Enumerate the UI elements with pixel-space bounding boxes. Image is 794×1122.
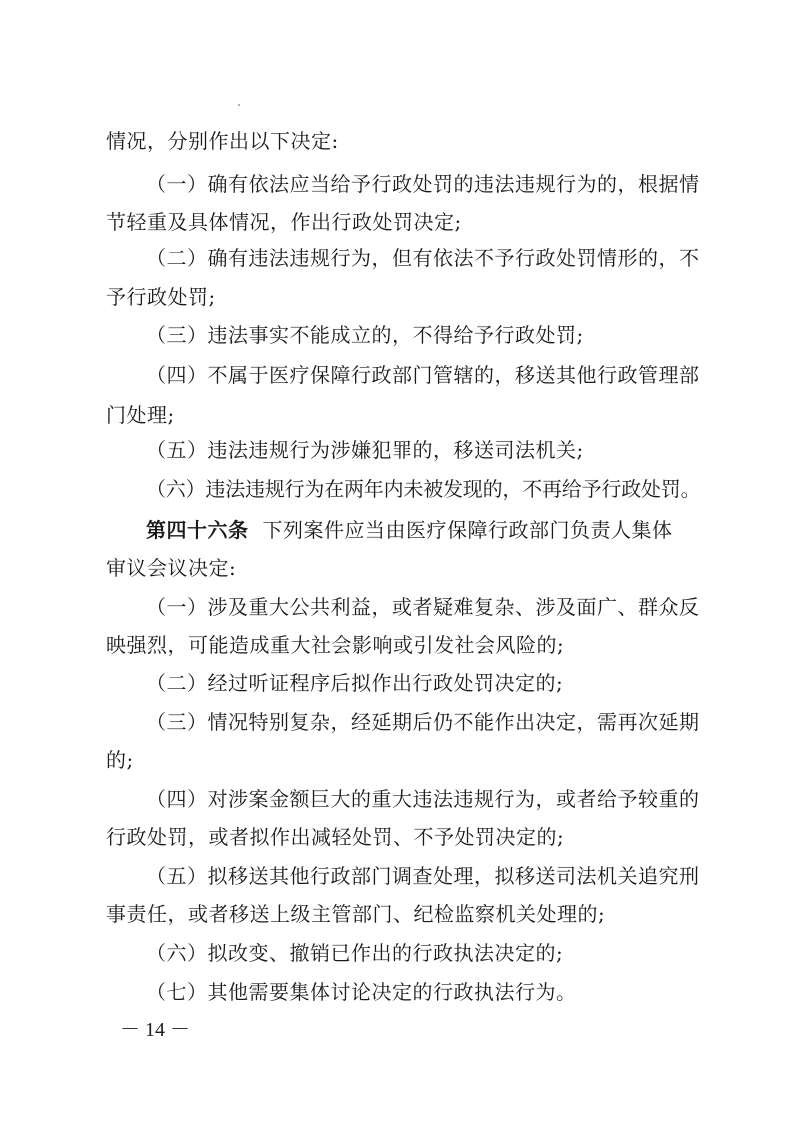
text-line: （六）违法违规行为在两年内未被发现的，不再给予行政处罚。 (146, 477, 701, 501)
text-line: （三）违法事实不能成立的，不得给予行政处罚; (146, 323, 584, 347)
text-line: 情况，分别作出以下决定: (106, 129, 339, 153)
text-line: （四）对涉案金额巨大的重大违法违规行为，或者给予较重的 (146, 787, 700, 811)
text-line: 予行政处罚; (106, 285, 216, 309)
text-line: （五）拟移送其他行政部门调查处理，拟移送司法机关追究刑 (146, 864, 700, 888)
article-46-line (146, 516, 673, 544)
page-number: － 14 － (120, 1019, 190, 1041)
text-line: （一）涉及重大公共利益，或者疑难复杂、涉及面广、群众反 (146, 595, 700, 619)
text-line: （四）不属于医疗保障行政部门管辖的，移送其他行政管理部 (146, 363, 700, 387)
text-line: 节轻重及具体情况，作出行政处罚决定; (106, 210, 462, 234)
text-line: 映强烈，可能造成重大社会影响或引发社会风险的; (106, 633, 565, 657)
text-line: 行政处罚，或者拟作出减轻处罚、不予处罚决定的; (106, 825, 565, 849)
article-heading: 第四十六条 (146, 518, 249, 542)
text-line: 审议会议决定: (106, 556, 237, 580)
text-line: 事责任，或者移送上级主管部门、纪检监察机关处理的; (106, 902, 606, 926)
text-line: 门处理; (106, 403, 175, 427)
scan-speck (238, 104, 240, 106)
text-line: （二）经过听证程序后拟作出行政处罚决定的; (146, 671, 564, 695)
text-line: （二）确有违法违规行为，但有依法不予行政处罚情形的，不 (146, 246, 700, 270)
text-line: （六）拟改变、撤销已作出的行政执法决定的; (146, 941, 564, 965)
text-line: （七）其他需要集体讨论决定的行政执法行为。 (146, 980, 577, 1004)
text-line: 的; (106, 748, 134, 772)
article-text: 下列案件应当由医疗保障行政部门负责人集体 (262, 518, 673, 542)
text-line: （三）情况特别复杂，经延期后仍不能作出决定，需再次延期 (146, 710, 700, 734)
text-line: （一）确有依法应当给予行政处罚的违法违规行为的，根据情 (146, 172, 700, 196)
text-line: （五）违法违规行为涉嫌犯罪的，移送司法机关; (146, 438, 584, 462)
